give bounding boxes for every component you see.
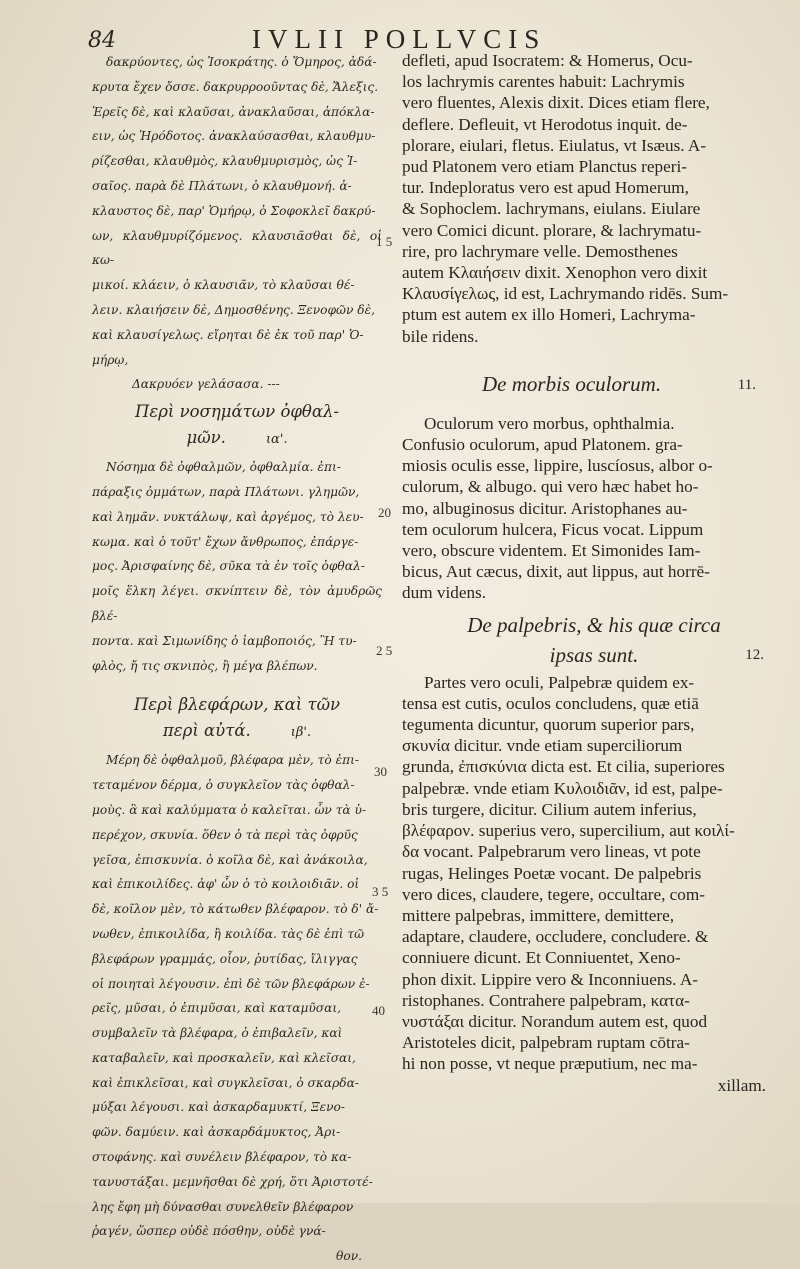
text-line: καταβαλεῖν, καὶ προσκαλεῖν, καὶ κλεῖσαι, — [92, 1050, 356, 1065]
text-line: ristophanes. Contrahere palpebram, κατα- — [402, 990, 690, 1010]
text-line: autem Κλαιήσειν dixit. Xenophon vero dixit — [402, 263, 708, 283]
text-line: rire, pro lachrymare velle. Demosthenes — [402, 241, 678, 261]
text-line: rugas, Helinges Poetæ vocant. De palpebris — [402, 863, 702, 883]
latin-column — [402, 50, 786, 1096]
text-line: μοὺς. ἃ καὶ καλύμματα ὁ καλεῖται. ὧν τὰ ὑ- — [92, 802, 367, 817]
text-line: κλαυστος δὲ, παρ' Ὁμήρῳ, ὁ Σοφοκλεῖ δακρύ- — [92, 203, 376, 218]
section-number: ιβ'. — [290, 725, 312, 741]
text-line: μος. Ἀρισφαίνης δὲ, σῦκα τὰ ἐν τοῖς ὀφθαλ- — [92, 559, 365, 574]
text-line: ειν, ὡς Ἡρόδοτος. ἀνακλαύσασθαι, κλαυθμυ- — [92, 129, 376, 144]
text-line: vero dices, claudere, tegere, occultare, com- — [402, 884, 705, 904]
text-line: φῶν. δαμύειν. καὶ ἀσκαρδάμυκτος, Ἀρι- — [92, 1125, 341, 1140]
latin-heading-2 — [402, 610, 786, 640]
heading-line: περὶ αὐτά. — [162, 721, 251, 741]
text-line: los lachrymis carentes habuit: Lachrymis — [402, 72, 685, 92]
running-title: IVLII POLLVCIS — [252, 24, 547, 54]
text-line: Μέρη δὲ ὀφθαλμοῦ, βλέφαρα μὲν, τὸ ἐπι- — [106, 753, 360, 768]
heading-line: μῶν. — [186, 428, 226, 448]
text-line: Κλαυσίγελως, id est, Lachrymando ridēs. Sum- — [402, 284, 729, 304]
section-number: 11. — [737, 376, 756, 393]
text-line: ptum est autem ex illo Homeri, Lachryma- — [402, 305, 696, 325]
text-line: πάραξις ὀμμάτων, παρὰ Πλάτωνι. γλημῶν, — [92, 484, 360, 499]
text-line: ων, κλαυθμυρίζόμενος. κλαυσιᾶσθαι δὲ, οἱ κω- — [92, 228, 382, 268]
heading-line: De palpebris, & his quæ circa — [467, 612, 721, 637]
latin-block-1 — [402, 50, 786, 347]
text-line: δα vocant. Palpebrarum vero lineas, vt pote — [402, 842, 701, 862]
text-line: Ἐρεῖς δὲ, καὶ κλαῦσαι, ἀνακλαῦσαι, ἀπόκλα- — [92, 104, 375, 119]
text-line: tem oculorum hulcera, Ficus vocat. Lippum — [402, 519, 704, 539]
line-number: 20 — [378, 505, 391, 520]
text-line: μικοί. κλάειν, ὁ κλαυσιᾶν, τὸ κλαῦσαι θέ- — [92, 278, 355, 293]
text-line: pud Platonem vero etiam Planctus reperi- — [402, 157, 687, 177]
latin-block-2 — [402, 413, 786, 604]
text-line: culorum, & albugo. qui vero hæc habet ho- — [402, 477, 699, 497]
text-line: vero fluentes, Alexis dixit. Dices etiam flere, — [402, 93, 710, 113]
text-line: Confusio oculorum, apud Platonem. gra- — [402, 435, 683, 455]
text-line: miosis oculis esse, lippire, luscíosus, albor o- — [402, 456, 713, 476]
heading-line: Περὶ νοσημάτων ὀφθαλ- — [134, 402, 340, 422]
text-line: δακρύοντες, ὡς Ἰσοκράτης. ὁ Ὅμηρος, ἀδά- — [106, 55, 377, 69]
text-line: καὶ ἐπικοιλίδες. ἀφ' ὧν ὁ τὸ κοιλοιδιᾶν. οἱ — [92, 877, 360, 892]
text-line: tensa est cutis, oculos concludens, quæ etiā — [402, 693, 699, 713]
line-number: 40 — [372, 1003, 385, 1018]
text-line: γεῖσα, ἐπισκυνία. ὁ κοῖλα δὲ, καὶ ἀνάκοιλα, — [92, 852, 368, 867]
text-line: ρεῖς, μῦσαι, ὁ ἐπιμῦσαι, καὶ καταμῦσαι, — [92, 1001, 342, 1016]
text-line: mittere palpebras, immittere, demittere, — [402, 905, 675, 925]
text-line: deflere. Defleuit, vt Herodotus inquit. de- — [402, 114, 688, 134]
page-number: 84 — [88, 28, 116, 53]
text-line: δὲ, κοῖλον μὲν, τὸ κάτωθεν βλέφαρον. τὸ δ' ἄ- — [92, 902, 379, 917]
text-line: κωμα. καὶ ὁ τοῦτ' ἔχων ἄνθρωπος, ἐπάργε- — [92, 534, 359, 549]
text-line: λης ἔφη μὴ δύνασθαι συνελθεῖν βλέφαρον — [92, 1199, 354, 1214]
heading-line: De morbis oculorum. — [482, 371, 662, 396]
text-line: ποντα. καὶ Σιμωνίδης ὁ ἰαμβοποιός, Ἢ τυ- — [92, 633, 357, 648]
text-line: mo, albuginosus dicitur. Aristophanes au- — [402, 498, 688, 518]
text-line: σαῖος. παρὰ δὲ Πλάτωνι, ὁ κλαυθμονή. ἀ- — [92, 178, 352, 193]
text-line: νυστάξαι dicitur. Norandum autem est, quod — [402, 1011, 708, 1031]
text-line: περέχον, σκυνία. ὅθεν ὁ τὰ περὶ τὰς ὀφρῦς — [92, 827, 358, 842]
greek-block-1 — [92, 50, 382, 397]
text-line: τεταμένον δέρμα, ὁ συγκλεῖον τὰς ὀφθαλ- — [92, 778, 355, 793]
text-line: xillam. — [717, 1075, 766, 1095]
text-line: μοῖς ἕλκη λέγει. σκνίπτειν δὲ, τὸν ἀμυδρῶς βλέ- — [92, 584, 382, 623]
text-line: bris turgere, dicitur. Cilium autem inferius, — [402, 799, 697, 819]
text-line: καὶ κλαυσίγελως. εἴρηται δὲ ἐκ τοῦ παρ' Ὁ- — [92, 327, 364, 342]
text-line: Νόσημα δὲ ὀφθαλμῶν, ὀφθαλμία. ἐπι- — [106, 460, 341, 475]
text-line: μύξαι λέγουσι. καὶ ἀσκαρδαμυκτί, Ξενο- — [92, 1100, 346, 1115]
text-line: vero, obscure videntem. Et Simonides Iam- — [402, 541, 701, 561]
text-line: & Sophoclem. lachrymans, eiulans. Eiulare — [402, 199, 701, 219]
text-line: Aristoteles dicit, palpebram ruptam cōtra- — [402, 1033, 690, 1053]
line-number: 3 5 — [372, 884, 389, 899]
text-line: σκυνία dicitur. vnde etiam superciliorum — [402, 736, 683, 756]
text-line: grunda, ἐπισκύνια dicta est. Et cilia, superiores — [402, 757, 725, 777]
line-number: 1 5 — [376, 234, 393, 249]
text-line: hi non posse, vt neque præputium, nec ma- — [402, 1054, 698, 1074]
text-line: καὶ λημᾶν. νυκτάλωψ, καὶ ἀργέμος, τὸ λευ- — [92, 509, 364, 524]
text-line: Partes vero oculi, Palpebræ quidem ex- — [424, 672, 695, 692]
greek-heading-1 — [92, 399, 382, 453]
greek-column — [92, 50, 382, 1269]
text-line: bicus, Aut cæcus, dixit, aut lippus, aut horrē- — [402, 562, 710, 582]
text-line: λειν. κλαιήσειν δὲ, Δημοσθένης. Ξενοφῶν δὲ, — [92, 302, 375, 317]
latin-heading-2-line2 — [402, 640, 786, 670]
latin-block-3 — [402, 672, 786, 1096]
text-line: phon dixit. Lippire vero & Inconniuens. A- — [402, 969, 698, 989]
page-header — [0, 14, 800, 54]
text-line: ῥαγέν, ὥσπερ οὐδὲ πόσθην, οὐδὲ γνά- — [92, 1224, 326, 1239]
line-number: 30 — [374, 764, 387, 779]
text-line: κρυτα ἔχεν ὄσσε. δακρυρροοῦντας δὲ, Ἄλεξις. — [92, 79, 379, 94]
text-line: στοφάνης. καὶ συνέλειν βλέφαρον, τὸ κα- — [92, 1150, 352, 1165]
text-line: adaptare, claudere, occludere, concludere. & — [402, 927, 709, 947]
text-line: καὶ ἐπικλεῖσαι, καὶ συγκλεῖσαι, ὁ σκαρδα- — [92, 1075, 359, 1090]
text-line: βλέφαρον. superius vero, supercilium, aut κοιλί- — [402, 821, 735, 841]
text-line: vero Comici dicunt. plorare, & lachrymatu- — [402, 220, 702, 240]
heading-line: ipsas sunt. — [549, 642, 639, 667]
text-line: palpebræ. vnde etiam Κυλοιδιᾶν, id est, palpe- — [402, 778, 723, 798]
greek-heading-2 — [92, 692, 382, 746]
greek-block-3 — [92, 748, 382, 1269]
text-line: ρίζεσθαι, κλαυθμὸς, κλαυθμυρισμὸς, ὡς Ἰ- — [92, 154, 358, 169]
greek-block-2 — [92, 455, 382, 678]
text-line: defleti, apud Isocratem: & Homerus, Ocu- — [402, 51, 693, 70]
text-line: tegumenta dicuntur, quorum superior pars, — [402, 715, 695, 735]
text-line: plorare, eiulari, fletus. Eiulatus, vt Isæus. A- — [402, 135, 707, 155]
line-number-gutter — [370, 0, 400, 1203]
text-line: bile ridens. — [402, 326, 479, 346]
text-line: συμβαλεῖν τὰ βλέφαρα, ὁ ἐπιβαλεῖν, καὶ — [92, 1026, 343, 1041]
text-line: tur. Indeploratus vero est apud Homerum, — [402, 178, 689, 198]
line-number: 2 5 — [376, 643, 393, 658]
section-number: ια'. — [265, 432, 288, 448]
heading-line: Περὶ βλεφάρων, καὶ τῶν — [133, 695, 341, 715]
text-line: φλὸς, ἤ τις σκνιπὸς, ἢ μέγα βλέπων. — [92, 658, 318, 673]
latin-heading-1 — [402, 369, 786, 399]
section-number: 12. — [745, 646, 764, 663]
quote-line: Δακρυόεν γελάσασα. --- — [132, 377, 280, 392]
text-line: θον. — [336, 1249, 362, 1264]
text-line: Oculorum vero morbus, ophthalmia. — [424, 413, 675, 433]
text-line: βλεφάρων γραμμάς, οἷον, ῥυτίδας, ἴλιγγας — [92, 951, 358, 966]
text-line: dum videns. — [402, 583, 487, 603]
text-line: τανυστάξαι. μεμνῆσθαι δὲ χρή, ὅτι Ἀριστοτέ- — [92, 1174, 373, 1189]
text-line: μήρῳ, — [92, 352, 129, 367]
text-line: οἱ ποιηταὶ λέγουσιν. ἐπὶ δὲ τῶν βλεφάρων ἐ- — [92, 976, 370, 991]
text-line: νωθεν, ἐπικοιλίδα, ἢ κοιλίδα. τὰς δὲ ἐπὶ τῶ — [92, 926, 365, 941]
text-line: conniuere dicunt. Et Conniuentet, Xeno- — [402, 948, 681, 968]
